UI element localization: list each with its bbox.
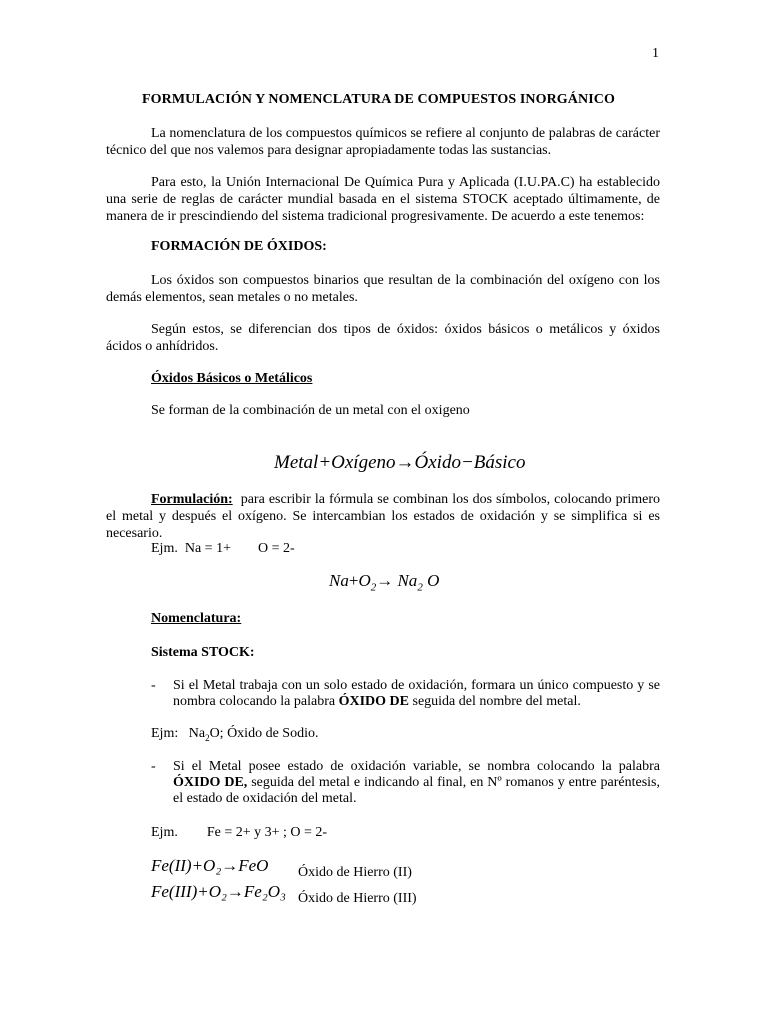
fe-name-iii: Óxido de Hierro (III)	[298, 891, 417, 906]
example2-row: Ejm: $Na_2O$; Óxido de Sodio.	[151, 726, 319, 743]
fe-name-ii: Óxido de Hierro (II)	[298, 865, 412, 880]
intro-paragraph: La nomenclatura de los compuestos químicos se refiere al conjunto de palabras de carácter técnico del que nos valemos para designar apropiadamente todas las sustancias.	[106, 126, 660, 158]
nomenclature-heading: Nomenclatura:	[151, 611, 242, 626]
general-formula: Metal+Oxígeno→Óxido−Básico	[274, 452, 526, 473]
oxides-paragraph: Los óxidos son compuestos binarios que resultan de la combinación del oxígeno con los demás elementos, sean metales o no metales.	[106, 273, 660, 305]
bullet1-text: Si el Metal trabaja con un solo estado de oxidación, formara un único compuesto y se nombra colocando la palabra ÓXIDO DE seguida del nombre del metal.	[173, 678, 660, 709]
example1-row	[151, 541, 295, 557]
section-heading-oxides: FORMACIÓN DE ÓXIDOS:	[151, 239, 327, 254]
example3-row: Ejm. Fe = 2+ y 3+ ; O = 2-	[151, 825, 328, 840]
basic-formed-text: Se forman de la combinación de un metal con el oxigeno	[151, 403, 470, 418]
formulation-label: Formulación:	[151, 492, 233, 507]
bullet2-text: Si el Metal posee estado de oxidación variable, se nombra colocando la palabra ÓXIDO DE, seguida del metal e indicando al final, en Nº romanos y entre paréntesis, el estado de oxidación del metal.	[173, 759, 661, 806]
stock-heading: Sistema STOCK:	[151, 645, 255, 660]
types-paragraph: Según estos, se diferencian dos tipos de óxidos: óxidos básicos o metálicos y óxidos ácidos o anhídridos.	[106, 322, 660, 354]
example1-o: O = 2-	[257, 541, 295, 556]
fe-formula-ii: Fe(II)+O₂→FeO	[151, 856, 269, 875]
formulation-paragraph	[106, 491, 660, 542]
example1-label: Ejm.	[151, 541, 178, 556]
na-formula: $Na+O_2\to Na_2$ O	[329, 571, 440, 594]
formulation-text: para escribir la fórmula se combinan los dos símbolos, colocando primero el metal y después el oxígeno. Se intercambian los estados de oxidación y se simplifica si es necesario.	[106, 492, 660, 541]
page-number: 1	[652, 46, 659, 61]
basic-oxides-heading: Óxidos Básicos o Metálicos	[151, 371, 313, 386]
iupac-paragraph: Para esto, la Unión Internacional De Química Pura y Aplicada (I.U.PA.C) ha establecido una serie de reglas de carácter mundial basada en el sistema STOCK aceptado últimamente, de manera de ir prescindiendo del sistema tradicional progresivamente. De acuerdo a este tenemos:	[106, 175, 660, 224]
example1-na: Na = 1+	[184, 541, 231, 556]
fe-formula-iii: Fe(III)+O₂→Fe₂O₃	[151, 882, 286, 901]
bullet2-dash: -	[151, 759, 156, 774]
bullet1-dash: -	[151, 678, 156, 693]
page-title: FORMULACIÓN Y NOMENCLATURA DE COMPUESTOS INORGÁNICO	[142, 92, 615, 107]
